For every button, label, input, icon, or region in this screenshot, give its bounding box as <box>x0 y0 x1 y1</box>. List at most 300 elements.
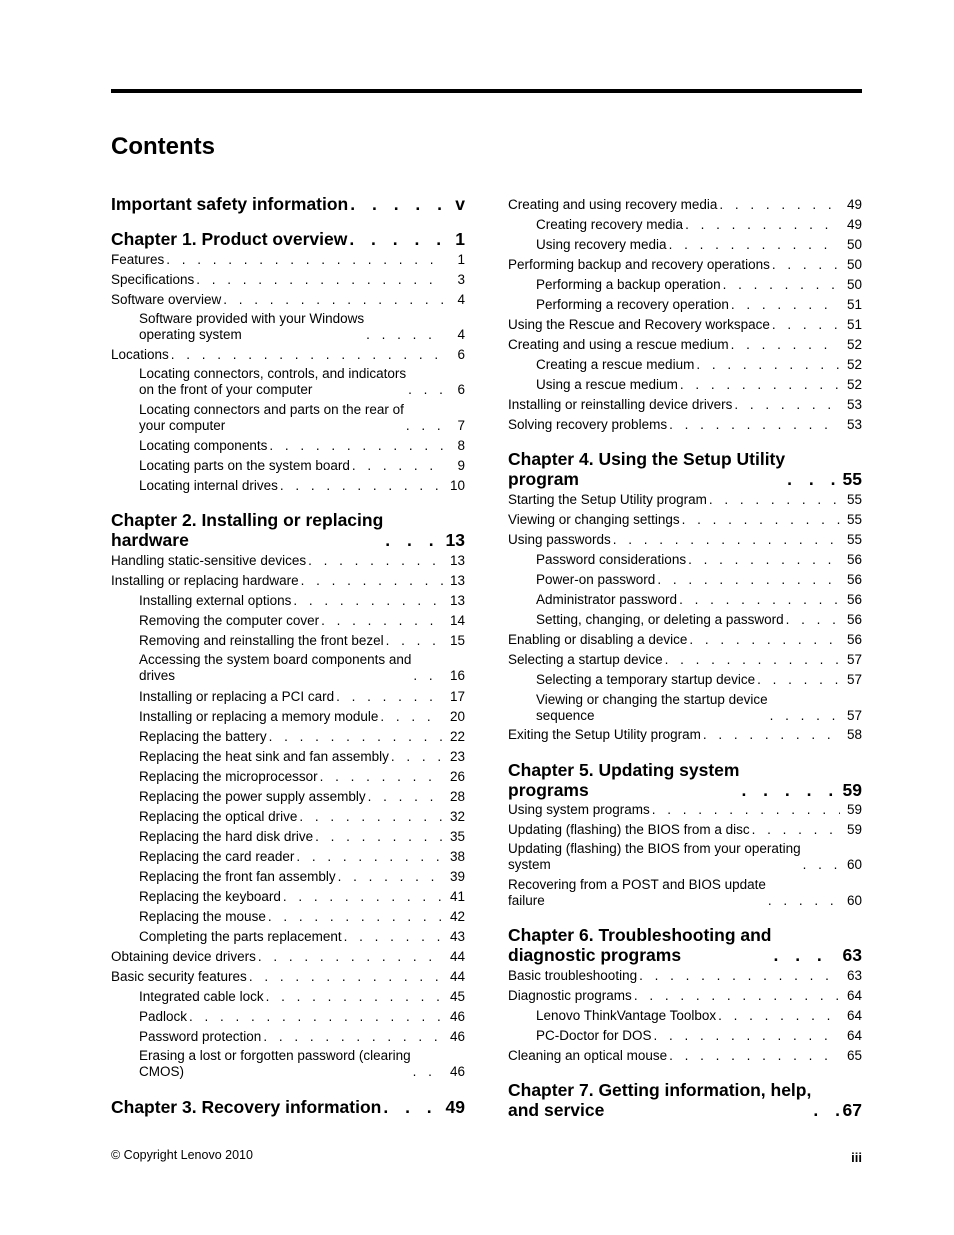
toc-entry-title <box>508 652 663 668</box>
toc-page-number: 55 <box>846 532 862 547</box>
toc-entry-title-line: Selecting a temporary startup device <box>536 672 756 687</box>
toc-entry[interactable] <box>139 869 465 885</box>
toc-page-number: 17 <box>449 689 465 704</box>
toc-entry[interactable] <box>139 909 465 925</box>
toc-leader-dots <box>669 1048 840 1064</box>
toc-leader-dots <box>383 1097 441 1117</box>
toc-leader-dots <box>321 613 443 629</box>
toc-page-number: 13 <box>449 553 465 568</box>
toc-entry[interactable] <box>139 366 465 397</box>
toc-entry-title-line: Chapter 4. Using the Setup Utility <box>508 449 786 469</box>
toc-leader-dots <box>734 397 840 413</box>
toc-entry[interactable] <box>508 652 862 668</box>
toc-entry-title-line: Chapter 1. Product overview <box>111 229 348 249</box>
toc-page-number: 7 <box>457 417 465 433</box>
toc-leader-dots <box>669 237 840 253</box>
toc-entry-title <box>536 612 784 628</box>
toc-page-number: 59 <box>846 822 862 837</box>
toc-entry-title-line: Password protection <box>139 1029 262 1044</box>
toc-leader-dots <box>320 769 443 785</box>
toc-page-number: 63 <box>846 968 862 983</box>
toc-entry[interactable] <box>536 672 862 688</box>
toc-page-number: 6 <box>457 347 465 362</box>
toc-entry-title-line: programs <box>508 780 589 800</box>
toc-entry-title-line: PC-Doctor for DOS <box>536 1028 652 1043</box>
toc-entry[interactable] <box>111 969 465 985</box>
toc-entry-title-line: Padlock <box>139 1009 188 1024</box>
toc-entry-title <box>111 969 247 985</box>
toc-entry-title <box>139 689 334 705</box>
toc-page-number: 60 <box>846 892 862 908</box>
toc-entry-title <box>508 1080 811 1120</box>
toc-page-number: 50 <box>846 277 862 292</box>
toc-entry-title <box>508 397 732 413</box>
toc-entry-title <box>508 532 611 548</box>
toc-entry-title <box>139 849 294 865</box>
toc-entry-title-line: Power-on password <box>536 572 656 587</box>
toc-page-number: 56 <box>846 572 862 587</box>
toc-leader-dots <box>703 727 840 743</box>
toc-page-number: 38 <box>449 849 465 864</box>
toc-page-number: 16 <box>449 667 465 683</box>
toc-entry-title <box>111 510 383 550</box>
toc-entry-title <box>139 769 318 785</box>
toc-leader-dots <box>731 297 840 313</box>
toc-leader-dots <box>689 632 840 648</box>
toc-page-number: 9 <box>457 458 465 473</box>
toc-leader-dots <box>813 1100 838 1120</box>
toc-leader-dots <box>315 829 443 845</box>
toc-leader-dots <box>680 377 840 393</box>
toc-page-number: 64 <box>846 988 862 1003</box>
toc-page-number: 56 <box>846 632 862 647</box>
toc-entry-title <box>139 593 291 609</box>
toc-leader-dots <box>757 672 840 688</box>
toc-page-number: v <box>455 194 465 214</box>
toc-leader-dots <box>731 337 840 353</box>
toc-entry-title <box>139 1029 261 1045</box>
toc-leader-dots <box>787 469 838 489</box>
toc-entry-title-line: Replacing the keyboard <box>139 889 281 904</box>
toc-entry[interactable] <box>508 512 862 528</box>
toc-entry[interactable] <box>111 292 465 308</box>
toc-entry[interactable] <box>508 532 862 548</box>
toc-entry[interactable] <box>139 829 465 845</box>
toc-entry-title <box>508 727 701 743</box>
toc-entry-title-line: Removing the computer cover <box>139 613 320 628</box>
toc-leader-dots <box>654 1028 840 1044</box>
toc-leader-dots <box>669 417 840 433</box>
toc-entry-title <box>139 311 364 342</box>
toc-entry-title-line: Enabling or disabling a device <box>508 632 688 647</box>
toc-leader-dots <box>639 968 840 984</box>
toc-entry-title <box>508 337 729 353</box>
toc-page-number: 13 <box>449 593 465 608</box>
toc-leader-dots <box>283 889 443 905</box>
toc-entry-title <box>139 829 313 845</box>
toc-entry-title-line: Solving recovery problems <box>508 417 668 432</box>
toc-leader-dots <box>652 802 840 818</box>
toc-leader-dots <box>696 357 840 373</box>
toc-entry-title-line: on the front of your computer <box>139 381 313 397</box>
toc-entry-title-line: sequence <box>536 707 595 723</box>
toc-leader-dots <box>685 217 840 233</box>
toc-entry[interactable] <box>111 347 465 363</box>
toc-entry[interactable] <box>508 257 862 273</box>
toc-entry-title <box>139 749 389 765</box>
toc-chapter-entry[interactable] <box>111 229 465 249</box>
toc-leader-dots <box>719 197 840 213</box>
toc-entry[interactable] <box>508 841 862 872</box>
toc-entry-title <box>139 709 378 725</box>
toc-entry[interactable] <box>536 237 862 253</box>
toc-entry[interactable] <box>508 877 862 908</box>
toc-entry[interactable] <box>536 277 862 293</box>
toc-leader-dots <box>709 492 840 508</box>
toc-entry[interactable] <box>508 197 862 213</box>
toc-page-number: 57 <box>846 707 862 723</box>
toc-entry-title-line: Chapter 6. Troubleshooting and <box>508 925 772 945</box>
toc-leader-dots <box>723 277 840 293</box>
toc-entry-title-line: Software overview <box>111 292 222 307</box>
toc-entry-title <box>508 632 687 648</box>
toc-entry-title-line: Using passwords <box>508 532 611 547</box>
toc-entry[interactable] <box>536 612 862 628</box>
toc-entry-title-line: Selecting a startup device <box>508 652 663 667</box>
toc-entry-title <box>508 492 707 508</box>
toc-entry-title-line: Accessing the system board components and <box>139 652 412 667</box>
toc-page-number: 52 <box>846 377 862 392</box>
toc-entry-title <box>508 197 717 213</box>
toc-entry-title-line: Replacing the optical drive <box>139 809 298 824</box>
toc-entry[interactable] <box>111 573 465 589</box>
toc-leader-dots <box>413 668 443 684</box>
toc-entry-title-line: Handling static-sensitive devices <box>111 553 307 568</box>
toc-entry-title-line: Creating recovery media <box>536 217 684 232</box>
toc-page-number: 64 <box>846 1008 862 1023</box>
toc-leader-dots <box>718 1008 840 1024</box>
toc-chapter-entry[interactable] <box>508 449 862 489</box>
toc-entry[interactable] <box>536 217 862 233</box>
toc-entry[interactable] <box>508 397 862 413</box>
toc-entry[interactable] <box>139 769 465 785</box>
toc-entry[interactable] <box>508 727 862 743</box>
toc-leader-dots <box>772 257 840 273</box>
toc-entry[interactable] <box>139 749 465 765</box>
toc-entry[interactable] <box>536 572 862 588</box>
toc-leader-dots <box>338 869 443 885</box>
toc-entry-title <box>139 402 404 433</box>
toc-entry[interactable] <box>139 438 465 454</box>
toc-entry[interactable] <box>139 613 465 629</box>
toc-page-number: 60 <box>846 856 862 872</box>
toc-entry-title-line: Replacing the heat sink and fan assembly <box>139 749 389 764</box>
toc-leader-dots <box>352 458 443 474</box>
toc-page-number: 64 <box>846 1028 862 1043</box>
toc-entry[interactable] <box>139 402 465 433</box>
toc-entry-title <box>508 417 667 433</box>
toc-entry-title-line: Basic security features <box>111 969 247 984</box>
toc-entry[interactable] <box>508 317 862 333</box>
toc-entry-title-line: Updating (flashing) the BIOS from your operating <box>508 841 801 856</box>
toc-entry-title-line: Creating and using a rescue medium <box>508 337 729 352</box>
toc-page-number: 57 <box>846 652 862 667</box>
toc-leader-dots <box>308 553 443 569</box>
toc-page-number: 13 <box>449 573 465 588</box>
toc-entry-title <box>508 1048 667 1064</box>
page-title: Contents <box>111 133 215 160</box>
toc-page-number: 51 <box>846 317 862 332</box>
toc-page-number: 39 <box>449 869 465 884</box>
toc-page-number: 32 <box>449 809 465 824</box>
toc-entry-title-line: Locating internal drives <box>139 478 278 493</box>
toc-entry-title <box>536 692 768 723</box>
toc-page-number: 53 <box>846 397 862 412</box>
toc-entry[interactable] <box>139 311 465 342</box>
toc-page-number: 22 <box>449 729 465 744</box>
toc-entry-title-line: Locating components <box>139 438 268 453</box>
toc-entry[interactable] <box>139 652 465 683</box>
toc-entry-title-line: drives <box>139 667 176 683</box>
toc-entry[interactable] <box>139 458 465 474</box>
toc-entry-title-line: Viewing or changing settings <box>508 512 680 527</box>
toc-chapter-entry[interactable] <box>111 194 465 214</box>
toc-page-number: 52 <box>846 357 862 372</box>
toc-entry-title <box>139 729 267 745</box>
toc-entry-title <box>139 889 281 905</box>
toc-page-number: 56 <box>846 592 862 607</box>
toc-entry-title-line: Replacing the microprocessor <box>139 769 318 784</box>
toc-entry-title <box>536 357 694 373</box>
toc-entry[interactable] <box>508 632 862 648</box>
toc-page-number: 51 <box>846 297 862 312</box>
toc-leader-dots <box>391 749 443 765</box>
toc-page-number: 14 <box>449 613 465 628</box>
toc-entry-title-line: Locating parts on the system board <box>139 458 350 473</box>
toc-page-number: 67 <box>842 1100 862 1120</box>
toc-leader-dots <box>665 652 840 668</box>
toc-leader-dots <box>688 552 840 568</box>
toc-page-number: 44 <box>449 969 465 984</box>
toc-entry[interactable] <box>536 297 862 313</box>
toc-entry-title <box>536 277 721 293</box>
toc-entry[interactable] <box>536 357 862 373</box>
toc-entry-title-line: Installing external options <box>139 593 292 608</box>
toc-entry-title <box>139 366 406 397</box>
toc-page-number: 46 <box>449 1009 465 1024</box>
toc-leader-dots <box>741 780 838 800</box>
toc-page-number: 44 <box>449 949 465 964</box>
toc-leader-dots <box>296 849 443 865</box>
toc-entry[interactable] <box>139 1029 465 1045</box>
toc-entry-title-line: Installing or replacing a memory module <box>139 709 379 724</box>
toc-entry[interactable] <box>139 889 465 905</box>
toc-entry-title-line: Software provided with your Windows <box>139 311 365 326</box>
toc-entry[interactable] <box>139 689 465 705</box>
toc-entry-title-line: Lenovo ThinkVantage Toolbox <box>536 1008 717 1023</box>
toc-entry-title <box>536 672 755 688</box>
toc-page-number: 55 <box>846 512 862 527</box>
toc-leader-dots <box>772 317 840 333</box>
toc-entry-title-line: Cleaning an optical mouse <box>508 1048 668 1063</box>
toc-entry-title <box>139 929 342 945</box>
toc-leader-dots <box>344 929 443 945</box>
toc-entry[interactable] <box>536 1028 862 1044</box>
toc-page-number: 56 <box>846 612 862 627</box>
toc-entry[interactable] <box>508 822 862 838</box>
toc-page-number: 59 <box>846 802 862 817</box>
toc-entry-title <box>111 229 347 249</box>
toc-entry[interactable] <box>508 337 862 353</box>
toc-entry[interactable] <box>508 417 862 433</box>
toc-entry[interactable] <box>536 377 862 393</box>
toc-page-number: 65 <box>846 1048 862 1063</box>
toc-entry-title <box>111 292 221 308</box>
toc-page-number: 49 <box>846 197 862 212</box>
toc-entry[interactable] <box>139 1048 465 1079</box>
toc-entry[interactable] <box>139 478 465 494</box>
footer-page-number: iii <box>851 1150 862 1165</box>
toc-entry-title <box>139 633 384 649</box>
toc-entry-title-line: Password considerations <box>536 552 687 567</box>
toc-entry-title-line: Installing or replacing a PCI card <box>139 689 335 704</box>
toc-leader-dots <box>368 789 443 805</box>
toc-entry-title-line: Replacing the mouse <box>139 909 266 924</box>
toc-entry-title <box>508 877 766 908</box>
toc-leader-dots <box>408 382 443 398</box>
toc-entry-title <box>139 1048 411 1079</box>
toc-leader-dots <box>413 1064 443 1080</box>
toc-entry[interactable] <box>139 809 465 825</box>
toc-entry[interactable] <box>111 252 465 268</box>
toc-leader-dots <box>263 1029 443 1045</box>
toc-entry-title <box>508 802 650 818</box>
toc-entry-title <box>508 925 771 965</box>
toc-page-number: 45 <box>449 989 465 1004</box>
toc-entry[interactable] <box>111 949 465 965</box>
toc-leader-dots <box>366 327 443 343</box>
toc-entry[interactable] <box>139 593 465 609</box>
toc-leader-dots <box>752 822 840 838</box>
toc-entry[interactable] <box>139 789 465 805</box>
toc-entry-title <box>111 1097 381 1117</box>
toc-page-number: 42 <box>449 909 465 924</box>
toc-entry[interactable] <box>139 989 465 1005</box>
toc-entry-title <box>536 297 729 313</box>
toc-entry[interactable] <box>111 553 465 569</box>
toc-entry-title <box>139 1009 187 1025</box>
toc-page-number: 57 <box>846 672 862 687</box>
toc-leader-dots <box>258 949 443 965</box>
toc-page-number: 26 <box>449 769 465 784</box>
toc-entry-title-line: Creating a rescue medium <box>536 357 695 372</box>
toc-page-number: 41 <box>449 889 465 904</box>
toc-entry[interactable] <box>139 729 465 745</box>
toc-page-number: 4 <box>457 292 465 307</box>
toc-leader-dots <box>269 438 443 454</box>
toc-leader-dots <box>223 292 443 308</box>
toc-page-number: 50 <box>846 257 862 272</box>
toc-page-number: 8 <box>457 438 465 453</box>
toc-entry-title-line: Performing a recovery operation <box>536 297 729 312</box>
toc-entry-title <box>111 347 169 363</box>
toc-entry-title-line: Replacing the front fan assembly <box>139 869 336 884</box>
toc-entry-title-line: Locations <box>111 347 169 362</box>
toc-entry-title <box>536 217 683 233</box>
toc-entry[interactable] <box>508 1048 862 1064</box>
toc-entry[interactable] <box>139 633 465 649</box>
toc-entry-title-line: and service <box>508 1100 605 1120</box>
toc-entry[interactable] <box>111 272 465 288</box>
toc-entry[interactable] <box>536 692 862 723</box>
toc-entry-title-line: diagnostic programs <box>508 945 682 965</box>
toc-entry-title <box>536 377 678 393</box>
toc-entry-title-line: hardware <box>111 530 189 550</box>
toc-chapter-entry[interactable] <box>508 1080 862 1120</box>
toc-chapter-entry[interactable] <box>111 1097 465 1117</box>
toc-entry-title-line: Removing and reinstalling the front bezel <box>139 633 384 648</box>
toc-entry[interactable] <box>139 929 465 945</box>
toc-entry-title <box>536 592 677 608</box>
toc-entry-title-line: Using recovery media <box>536 237 667 252</box>
toc-entry-title-line: Chapter 3. Recovery information <box>111 1097 382 1117</box>
toc-page-number: 13 <box>445 530 465 550</box>
toc-entry-title-line: Starting the Setup Utility program <box>508 492 707 507</box>
toc-entry-title-line: operating system <box>139 326 242 342</box>
toc-leader-dots <box>406 418 443 434</box>
toc-leader-dots <box>380 709 443 725</box>
toc-entry-title-line: Performing a backup operation <box>536 277 721 292</box>
toc-entry-title <box>139 613 319 629</box>
toc-leader-dots <box>385 530 441 550</box>
toc-entry-title <box>111 573 299 589</box>
toc-entry[interactable] <box>508 802 862 818</box>
toc-entry[interactable] <box>536 592 862 608</box>
toc-entry-title-line: Using the Rescue and Recovery workspace <box>508 317 770 332</box>
toc-entry-title-line: Chapter 2. Installing or replacing <box>111 510 384 530</box>
toc-leader-dots <box>280 478 443 494</box>
toc-entry-title-line: Creating and using recovery media <box>508 197 718 212</box>
toc-page-number: 35 <box>449 829 465 844</box>
toc-entry-title <box>508 988 632 1004</box>
toc-chapter-entry[interactable] <box>111 510 465 550</box>
toc-page-number: 43 <box>449 929 465 944</box>
toc-entry-title <box>111 949 256 965</box>
toc-entry-title <box>536 572 655 588</box>
toc-entry-title-line: Basic troubleshooting <box>508 968 638 983</box>
toc-entry[interactable] <box>139 849 465 865</box>
toc-entry[interactable] <box>508 968 862 984</box>
toc-entry[interactable] <box>536 1008 862 1024</box>
toc-entry-title-line: Using system programs <box>508 802 650 817</box>
toc-entry[interactable] <box>508 988 862 1004</box>
toc-page-number: 55 <box>846 492 862 507</box>
toc-chapter-entry[interactable] <box>508 925 862 965</box>
toc-page-number: 50 <box>846 237 862 252</box>
toc-entry[interactable] <box>536 552 862 568</box>
toc-entry-title-line: Important safety information <box>111 194 349 214</box>
toc-entry-title <box>139 869 336 885</box>
toc-entry[interactable] <box>139 709 465 725</box>
toc-entry[interactable] <box>139 1009 465 1025</box>
toc-leader-dots <box>336 689 443 705</box>
toc-entry-title <box>139 652 411 683</box>
toc-chapter-entry[interactable] <box>508 760 862 800</box>
toc-entry-title-line: Specifications <box>111 272 195 287</box>
toc-entry-title-line: Replacing the battery <box>139 729 267 744</box>
toc-entry[interactable] <box>508 492 862 508</box>
footer-copyright: © Copyright Lenovo 2010 <box>111 1148 253 1162</box>
